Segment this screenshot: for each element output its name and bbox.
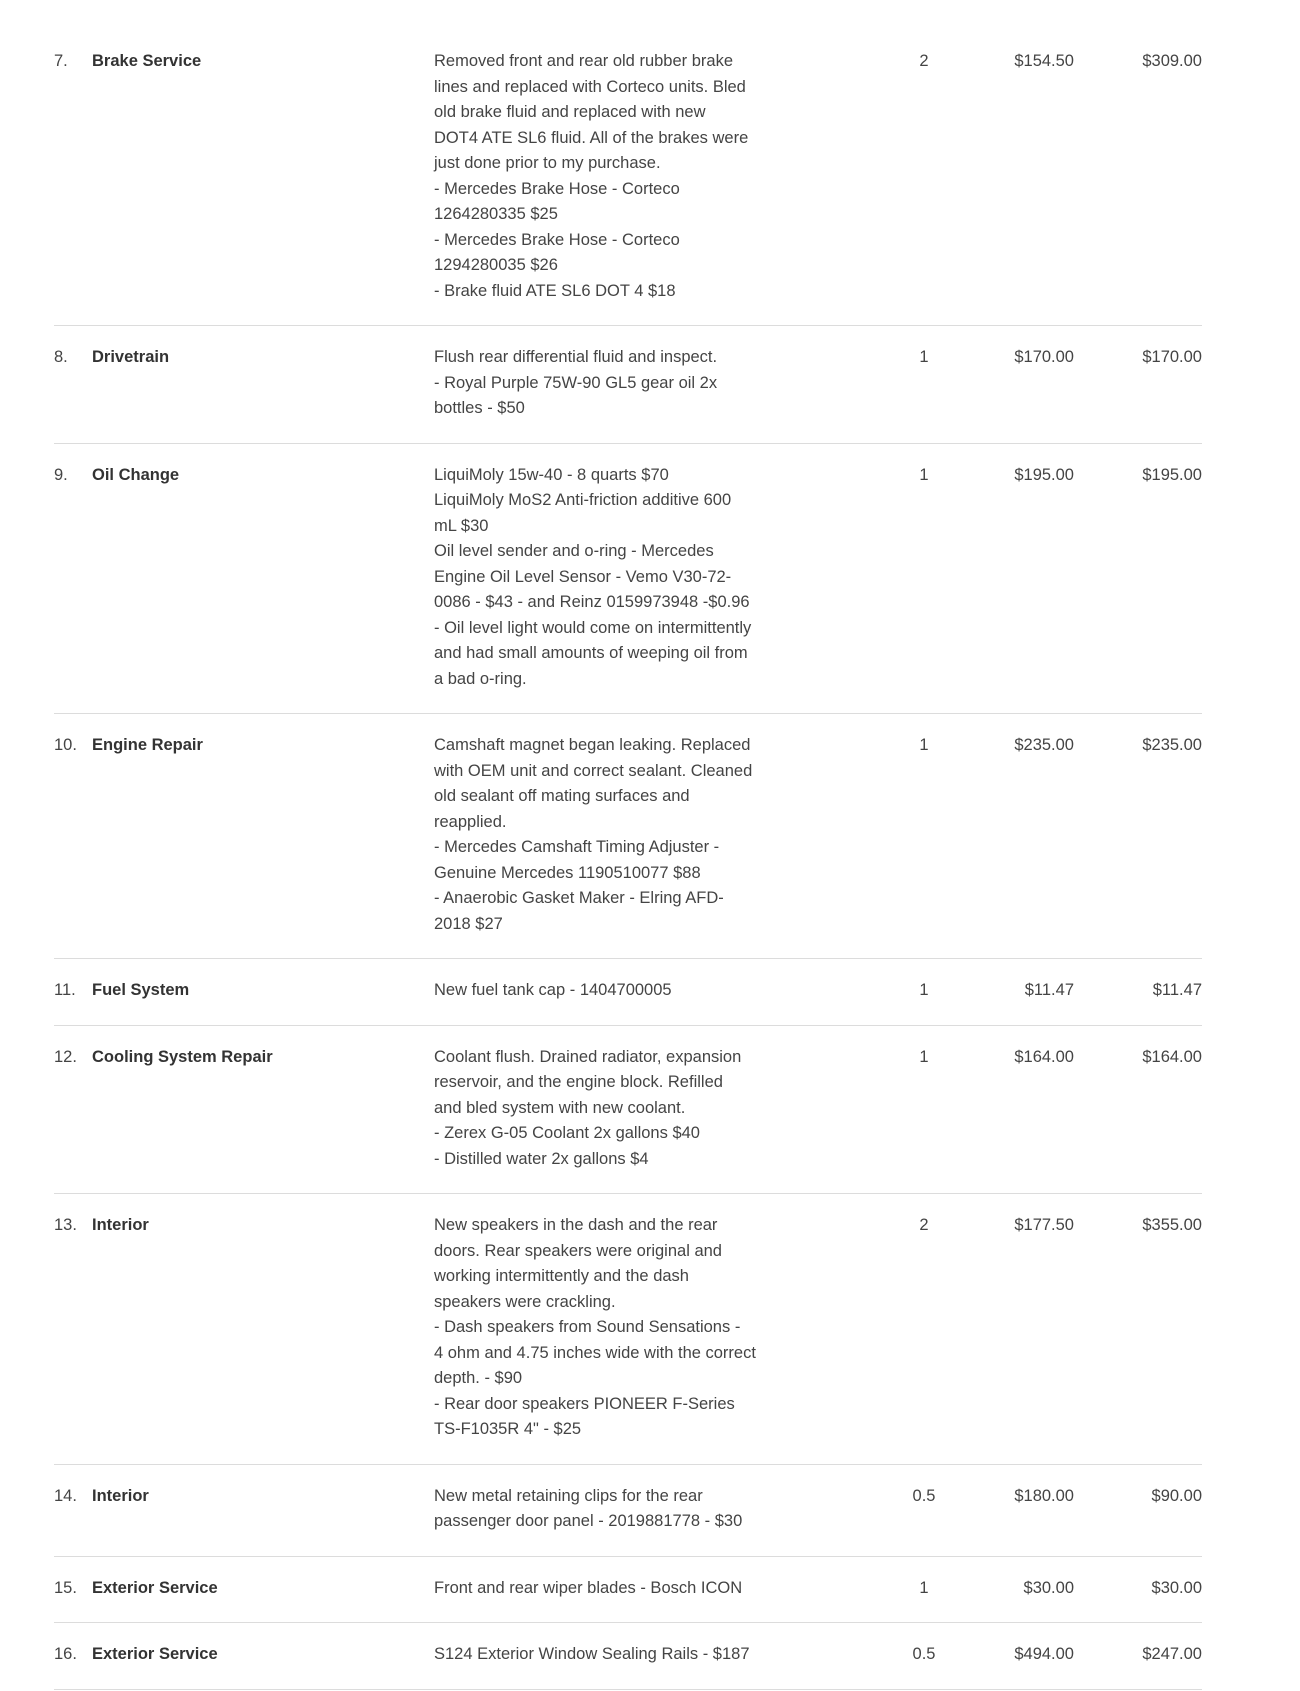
table-row [54,1623,1202,1690]
description-line: and had small amounts of weeping oil from [434,644,748,662]
item-unit-price: $180.00 [1014,1486,1074,1505]
description-line: - Oil level light would come on intermittently [434,618,752,637]
item-total: $164.00 [1142,1047,1202,1066]
item-total: $195.00 [1142,465,1202,484]
description-line: DOT4 ATE SL6 fluid. All of the brakes were [434,128,749,147]
item-title: Exterior Service [92,1578,218,1597]
item-description [434,463,779,693]
item-unit-price: $164.00 [1014,1047,1074,1066]
line-items-table [54,30,1202,1690]
item-title: Cooling System Repair [92,1047,273,1066]
description-line: with OEM unit and correct sealant. Cleaned [434,761,753,780]
description-line: Front and rear wiper blades - Bosch ICON [434,1578,743,1597]
table-row [54,326,1202,444]
item-unit-price: $154.50 [1014,52,1074,70]
description-line: - Distilled water 2x gallons $4 [434,1149,649,1168]
description-line: Flush rear differential fluid and inspect. [434,348,718,366]
item-title: Fuel System [92,981,190,999]
description-line: bottles - $50 [434,399,525,417]
description-line: doors. Rear speakers were original and [434,1241,722,1260]
description-line: - Anaerobic Gasket Maker - Elring AFD- [434,889,724,907]
description-line: 0086 - $43 - and Reinz 0159973948 -$0.96 [434,593,750,611]
description-line: 1294280035 $26 [434,256,558,274]
item-total: $235.00 [1142,736,1202,754]
item-number: 13. [54,1216,77,1234]
description-line: lines and replaced with Corteco units. Bled [434,77,746,96]
description-line: depth. - $90 [434,1369,523,1387]
item-description [434,1576,779,1602]
item-unit-price: $30.00 [1023,1578,1074,1597]
description-line: reapplied. [434,812,507,831]
item-title: Drivetrain [92,348,170,366]
table-row [54,30,1202,326]
table-row [54,959,1202,1026]
description-line: working intermittently and the dash [434,1267,689,1285]
item-number: 7. [54,52,68,70]
description-line: 4 ohm and 4.75 inches wide with the correct [434,1343,756,1362]
item-unit-price: $195.00 [1014,465,1074,484]
item-description [434,345,779,422]
item-title: Exterior Service [92,1645,218,1663]
description-line: just done prior to my purchase. [434,154,661,172]
item-title: Brake Service [92,52,202,70]
description-line: - Zerex G-05 Coolant 2x gallons $40 [434,1124,700,1142]
item-quantity: 0.5 [912,1486,936,1505]
description-line: - Dash speakers from Sound Sensations - [434,1318,741,1336]
item-description [434,49,779,304]
item-quantity: 2 [919,52,929,70]
item-number: 14. [54,1486,77,1505]
item-quantity: 1 [919,1047,929,1066]
item-number: 8. [54,348,68,366]
description-line: mL $30 [434,516,489,535]
description-line: Engine Oil Level Sensor - Vemo V30-72- [434,567,732,586]
item-quantity: 1 [919,1578,929,1597]
item-title: Interior [92,1216,149,1234]
description-line: - Royal Purple 75W-90 GL5 gear oil 2x [434,373,718,392]
item-description [434,1045,779,1173]
description-line: reservoir, and the engine block. Refilled [434,1073,723,1091]
table-row [54,1194,1202,1465]
item-number: 12. [54,1047,77,1066]
description-line: TS-F1035R 4" - $25 [434,1420,582,1438]
description-line: a bad o-ring. [434,669,527,688]
item-title: Engine Repair [92,736,203,754]
description-line: - Mercedes Camshaft Timing Adjuster - [434,838,720,856]
description-line: - Mercedes Brake Hose - Corteco [434,230,680,249]
item-title: Interior [92,1486,149,1505]
item-quantity: 0.5 [912,1645,936,1663]
item-total: $90.00 [1151,1486,1202,1505]
item-title: Oil Change [92,465,180,484]
table-row [54,714,1202,959]
description-line: New metal retaining clips for the rear [434,1486,703,1505]
description-line: Camshaft magnet began leaking. Replaced [434,736,751,754]
item-number: 9. [54,465,68,484]
item-number: 10. [54,736,77,754]
table-row [54,1465,1202,1557]
item-unit-price: $235.00 [1014,736,1074,754]
description-line: passenger door panel - 2019881778 - $30 [434,1512,743,1530]
item-description [434,733,779,937]
item-total: $170.00 [1142,348,1202,366]
item-quantity: 2 [919,1216,929,1234]
item-description [434,978,779,1004]
item-total: $247.00 [1142,1645,1202,1663]
item-description [434,1213,779,1443]
item-unit-price: $177.50 [1014,1216,1074,1234]
item-unit-price: $11.47 [1024,981,1074,999]
description-line: Genuine Mercedes 1190510077 $88 [434,863,701,882]
item-unit-price: $494.00 [1014,1645,1074,1663]
description-line: New fuel tank cap - 1404700005 [434,981,672,999]
description-line: S124 Exterior Window Sealing Rails - $187 [434,1645,750,1663]
item-total: $11.47 [1152,981,1202,999]
item-total: $309.00 [1142,52,1202,70]
item-quantity: 1 [919,981,929,999]
description-line: New speakers in the dash and the rear [434,1216,718,1234]
item-description [434,1484,779,1535]
item-quantity: 1 [919,736,929,754]
description-line: - Rear door speakers PIONEER F-Series [434,1394,735,1413]
item-number: 11. [54,981,76,999]
item-quantity: 1 [919,465,929,484]
item-total: $30.00 [1151,1578,1202,1597]
description-line: - Brake fluid ATE SL6 DOT 4 $18 [434,281,676,300]
item-total: $355.00 [1142,1216,1202,1234]
description-line: old sealant off mating surfaces and [434,787,690,805]
item-unit-price: $170.00 [1014,348,1074,366]
item-description [434,1642,779,1668]
table-row [54,1026,1202,1195]
table-row [54,444,1202,715]
item-number: 15. [54,1578,77,1597]
description-line: old brake fluid and replaced with new [434,103,706,121]
description-line: - Mercedes Brake Hose - Corteco [434,179,680,198]
description-line: 1264280335 $25 [434,205,558,223]
description-line: 2018 $27 [434,914,503,933]
description-line: Oil level sender and o-ring - Mercedes [434,542,714,560]
description-line: LiquiMoly 15w-40 - 8 quarts $70 [434,465,669,484]
description-line: LiquiMoly MoS2 Anti-friction additive 600 [434,491,732,509]
description-line: Removed front and rear old rubber brake [434,52,733,70]
description-line: speakers were crackling. [434,1292,616,1311]
table-row [54,1557,1202,1624]
description-line: and bled system with new coolant. [434,1098,686,1117]
description-line: Coolant flush. Drained radiator, expansion [434,1047,742,1066]
item-number: 16. [54,1645,77,1663]
item-quantity: 1 [919,348,929,366]
